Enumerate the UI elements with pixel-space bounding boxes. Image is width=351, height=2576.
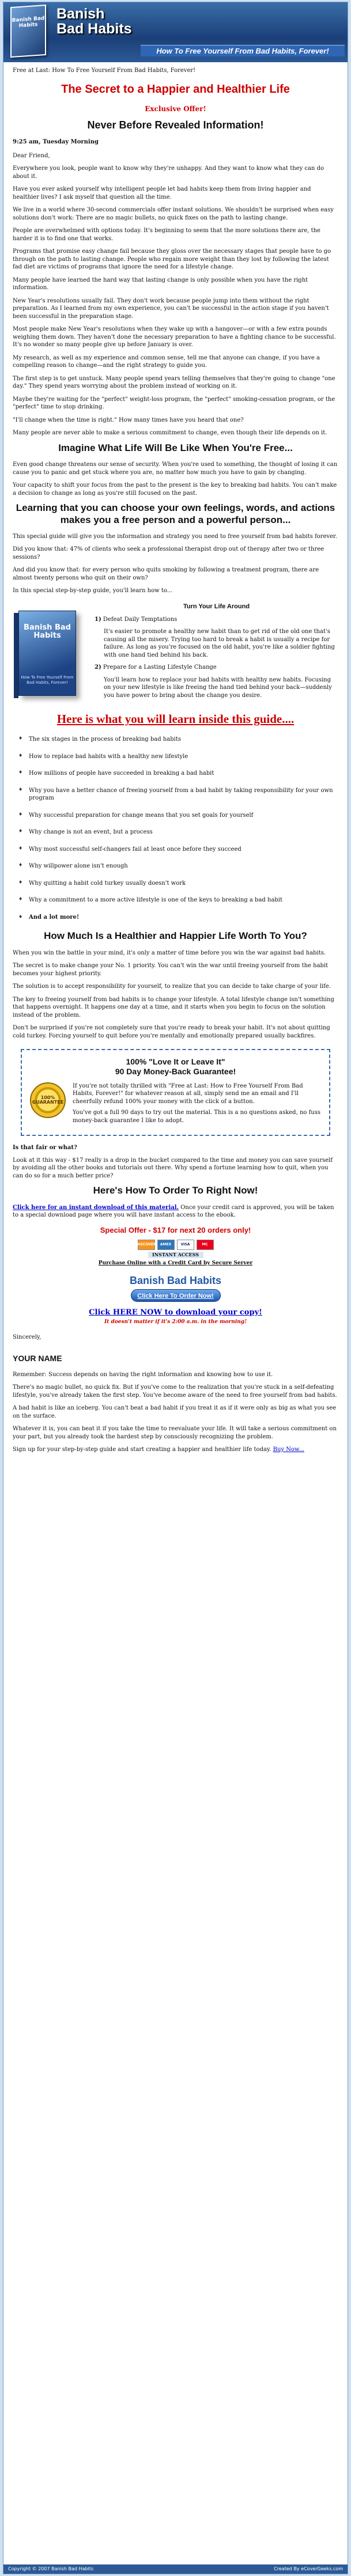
ebook-cover-title: Banish Bad Habits — [12, 16, 45, 29]
body-paragraph: Whatever it is, you can beat it if you take the time to reevaluate your life. It will take a serious commitment on your part, but you already took the hardest step by consciously recognizing the problem. — [13, 1426, 337, 1440]
closing-last — [13, 1446, 338, 1454]
learn-item: ♦ Why a commitment to a more active lifestyle is one of the keys to breaking a bad habit — [13, 896, 338, 904]
body-paragraph: When you win the battle in your mind, it's only a matter of time before you win the war against bad habits. — [13, 949, 326, 956]
book-spine — [14, 613, 18, 698]
body-paragraph: Maybe they're waiting for the "perfect" weight-loss program, the "perfect" smoking-cessation program, or the "perfect" time to stop drinking. — [13, 396, 335, 411]
body-paragraph: We live in a world where 30-second commercials offer instant solutions. We shouldn't be surprised when easy solutions don't work: There are no magic bullets, no quick fixes on the path to lasting change. — [13, 207, 334, 221]
guarantee-text-1: If you're not totally thrilled with "Free at Last: How to Free Yourself From Bad Habits, Forever!" for whatever reason at all, simply send me an email and I'll cheerfully refund 100% your money with the click of a button. — [73, 1082, 303, 1105]
toc-item-2 — [95, 664, 338, 672]
purchase-note-text: Purchase Online with a Credit Card by Secure Server — [98, 1260, 253, 1267]
toc-section — [13, 600, 338, 704]
signature-name: YOUR NAME — [13, 1353, 62, 1363]
learn-item: ♦ Why change is not an event, but a process — [13, 828, 338, 836]
special-offer: Special Offer - $17 for next 20 orders only! — [100, 1225, 251, 1234]
banner-title-line2: Bad Habits — [56, 20, 132, 37]
order-heading: Here's How To Order To Right Now! — [93, 1185, 258, 1196]
toc-item-1-text: It's easier to promote a healthy new habit than to get rid of the old one that's causing all the misery. Trying too hard to break a habit is usually a recipe for failure. As long as you're focused on the old habit, you're like a soldier fighting with one hand tied behind his back. — [104, 628, 335, 658]
body-paragraph: Many people are never able to make a serious commitment to change, even though their life depends on it. — [13, 430, 327, 437]
copyright: Copyright © 2007 Banish Bad Habits — [8, 2566, 94, 2571]
worth-heading: How Much Is a Healthier and Happier Life Worth To You? — [44, 930, 307, 942]
body-paragraph: Did you know that: 47% of clients who seek a professional therapist drop out of therapy after two or three sessions? — [13, 546, 324, 560]
body-paragraph: People are overwhelmed with options today. It's beginning to seem that the more solutions there are, the harder it is to find one that works. — [13, 228, 320, 242]
learn-item: ♦ Why willpower alone isn't enough — [13, 862, 338, 870]
exclusive-offer: Exclusive Offer! — [145, 104, 206, 113]
order-now-button[interactable]: Click Here To Order Now! — [131, 1289, 221, 1302]
toc-item-1-title: Defeat Daily Temptations — [103, 616, 178, 623]
discover-card-icon: DISCOVER — [138, 1240, 155, 1250]
body-paragraph: Most people make New Year's resolutions when they wake up with a hangover—or with a few extra pounds weighing them down. They haven't done the necessary preparation to have a fighting chance to be successful. It's no wonder so many people give up before January is over. — [13, 326, 336, 348]
order-button-area — [13, 1274, 338, 1301]
greeting: Dear Friend, — [13, 152, 50, 159]
closing-paragraphs — [13, 1371, 338, 1441]
download-copy-link[interactable]: Click HERE NOW to download your copy! — [89, 1308, 262, 1317]
order-button-title: Banish Bad Habits — [129, 1275, 222, 1287]
guarantee-heading — [30, 1057, 321, 1077]
guarantee-heading-line1: 100% "Love It or Leave It" — [126, 1057, 225, 1067]
learn-item: ♦ Why successful preparation for change means that you set goals for yourself — [13, 812, 338, 820]
ebook-3d-image — [13, 606, 88, 704]
credit-cards — [13, 1240, 338, 1250]
body-paragraph: Have you ever asked yourself why intelligent people let bad habits keep them from living happier and healthier lives? I ask myself that question all the time. — [13, 186, 311, 200]
body-paragraph: Even good change threatens our sense of security. When you're used to something, the thought of losing it can cause you to panic and get stuck where you are, no matter how much you have to gain by changing. — [13, 461, 338, 476]
worth-paragraphs — [13, 949, 338, 1040]
guarantee-text — [73, 1082, 321, 1128]
instant-access-badge: INSTANT ACCESS — [148, 1252, 203, 1258]
toc-item-2-text: You'll learn how to replace your bad habits with healthy new habits. Focusing on your new lifestyle is like freeing the hand tied behind your back—suddenly you have power to bring about the change you desire. — [104, 676, 332, 699]
learn-item: ♦ And a lot more! — [13, 914, 338, 922]
toc-item-1-number: 1) — [95, 616, 101, 623]
body-paragraph: The first step is to get unstuck. Many people spend years telling themselves that they're going to change "one day." They spend years worrying about the problem instead of working on it. — [13, 375, 335, 390]
never-revealed-heading: Never Before Revealed Information! — [87, 119, 264, 131]
learning-heading: Learning that you can choose your own feelings, words, and actions makes you a free person and a powerful person... — [16, 502, 335, 525]
imagine-paragraphs — [13, 461, 338, 497]
book-front — [18, 611, 76, 696]
toc-item-1 — [95, 616, 338, 624]
fair-paragraphs — [13, 1157, 338, 1180]
free-at-last-line: Free at Last: How To Free Yourself From Bad Habits, Forever! — [13, 67, 196, 74]
buy-now-link[interactable]: Buy Now... — [273, 1446, 304, 1453]
guarantee-text-2: You've got a full 90 days to try out the material. This is a no questions asked, no fuss money-back guarantee I like to adopt. — [73, 1109, 320, 1124]
body-paragraph: A bad habit is like an iceberg. You can't beat a bad habit if you treat it as if it were only as big as what you see on the surface. — [13, 1405, 337, 1419]
learn-item: ♦ Why most successful self-changers fail at least once before they succeed — [13, 846, 338, 854]
intro-paragraphs — [13, 165, 338, 437]
guarantee-heading-line2: 90 Day Money-Back Guarantee! — [115, 1067, 236, 1077]
footer — [3, 2564, 348, 2574]
purchase-note — [13, 1260, 338, 1267]
book-cover-sub: How To Free Yourself From Bad Habits, Forever! — [21, 675, 74, 685]
sales-letter — [3, 2, 348, 2574]
body-paragraph: Everywhere you look, people want to know why they're unhappy. And they want to know what they can do about it. — [13, 165, 324, 180]
body-paragraph: In this special step-by-step guide, you'll learn how to... — [13, 588, 173, 594]
banner-title-line1: Banish — [56, 6, 105, 22]
fair-heading: Is that fair or what? — [13, 1145, 77, 1151]
learn-item: ♦ How to replace bad habits with a healthy new lifestyle — [13, 753, 338, 761]
body-paragraph: The secret is to make change your No. 1 priority. You can't win the war until freeing yourself from the habit becomes your highest priority. — [13, 963, 329, 977]
midnight-note: It doesn't matter if it's 2:00 a.m. in the morning! — [104, 1319, 247, 1325]
toc-item-2-number: 2) — [95, 664, 101, 671]
closing-last-text: Sign up for your step-by-step guide and start creating a happier and healthier life today. — [13, 1446, 271, 1453]
order-description: Once your credit card is approved, you will be taken to a special download page where you will have instant access to the ebook. — [13, 1204, 334, 1219]
content — [3, 62, 348, 1454]
learn-item: ♦ How millions of people have succeeded in breaking a bad habit — [13, 770, 338, 778]
body-paragraph: Many people have learned the hard way that lasting change is only possible when you have the right information. — [13, 276, 308, 291]
body-paragraph: Remember: Success depends on having the right information and knowing how to use it. — [13, 1371, 273, 1378]
learn-item: ♦ Why quitting a habit cold turkey usually doesn't work — [13, 880, 338, 888]
body-paragraph: And did you know that: for every person who quits smoking by following a treatment program, there are almost twenty persons who quit on their own? — [13, 567, 319, 581]
guarantee-row — [30, 1082, 321, 1128]
mastercard-icon: MC — [197, 1240, 214, 1250]
book-cover-title: Banish Bad Habits — [24, 623, 71, 641]
imagine-heading: Imagine What Life Will Be Like When You're Free... — [58, 442, 293, 453]
banner-title — [56, 7, 132, 36]
learn-item: ♦ The six stages in the process of breaking bad habits — [13, 736, 338, 744]
learning-paragraphs — [13, 533, 338, 595]
toc-heading: Turn Your Life Around — [183, 603, 250, 610]
body-paragraph: The key to freeing yourself from bad habits is to change your lifestyle. A total lifestyle change isn't something that happens overnight. It happens one day at a time, and it starts when you begin to focus on the solution instead of the problem. — [13, 996, 334, 1018]
learn-heading: Here is what you will learn inside this guide.... — [56, 712, 295, 726]
timestamp: 9:25 am, Tuesday Morning — [13, 139, 99, 146]
toc-item-2-title: Prepare for a Lasting Lifestyle Change — [103, 664, 217, 671]
main-headline: The Secret to a Happier and Healthier Life — [61, 82, 290, 96]
download-line — [13, 1308, 338, 1318]
body-paragraph: "I'll change when the time is right." How many times have you heard that one? — [13, 416, 244, 423]
visa-card-icon: VISA — [177, 1240, 194, 1250]
body-paragraph: Don't be surprised if you're not completely sure that you're ready to break your habit. It's not about quitting cold turkey. Forcing yourself to quit before you're mentally and emotionally prepared usually backfires. — [13, 1025, 330, 1039]
learn-item: ♦ Why you have a better chance of freeing yourself from a bad habit by taking responsibility for your own program — [13, 787, 338, 802]
body-paragraph: Look at it this way - $17 really is a drop in the bucket compared to the time and money you can save yourself by avoiding all the other books and tutorials out there. Why spend a fortune learning how to quit, when you can do so for a much better price? — [13, 1157, 333, 1179]
body-paragraph: My research, as well as my experience and common sense, tell me that anyone can change, if you have a compelling reason to change—and the right strategy to guide you. — [13, 354, 320, 369]
body-paragraph: New Year's resolutions usually fail. They don't work because people jump into them without the right preparation. As I learned from my own experience, you can't be successful in the action stage if you haven't been successful in the preparation stage. — [13, 297, 329, 320]
order-text — [13, 1204, 338, 1219]
instant-download-link[interactable]: Click here for an instant download of this material. — [13, 1204, 179, 1211]
sincerely: Sincerely, — [13, 1334, 41, 1341]
body-paragraph: The solution is to accept responsibility for yourself, to realize that you can decide to take charge of your life. — [13, 983, 331, 990]
learn-list — [13, 736, 338, 921]
ebook-cover-image — [10, 5, 46, 58]
banner-subtitle: How To Free Yourself From Bad Habits, Forever! — [141, 45, 345, 56]
amex-card-icon: AMEX — [157, 1240, 175, 1250]
toc-list — [95, 600, 338, 704]
body-paragraph: There's no magic bullet, no quick fix. But if you've come to the realization that you're stuck in a self-defeating lifestyle, you've already taken the first step. You've become aware of the need to free yourself from bad habits. — [13, 1384, 337, 1399]
guarantee-seal-icon: 100% GUARANTEE — [30, 1082, 66, 1118]
header-banner — [3, 2, 348, 62]
guarantee-box — [21, 1049, 330, 1136]
body-paragraph: Your capacity to shift your focus from the past to the present is the key to breaking bad habits. You can't make a decision to change as long as you're still focused on the past. — [13, 482, 337, 497]
body-paragraph: This special guide will give you the information and strategy you need to free yourself from bad habits forever. — [13, 533, 337, 540]
body-paragraph: Programs that promise easy change fail because they gloss over the necessary stages that people have to go through on the path to lasting change. People who regain more weight than they lost by following the latest fad diet are victims of programs that ignore the need for a lifestyle change. — [13, 248, 331, 271]
created-by: Created By eCoverGeeks.com — [274, 2566, 343, 2571]
